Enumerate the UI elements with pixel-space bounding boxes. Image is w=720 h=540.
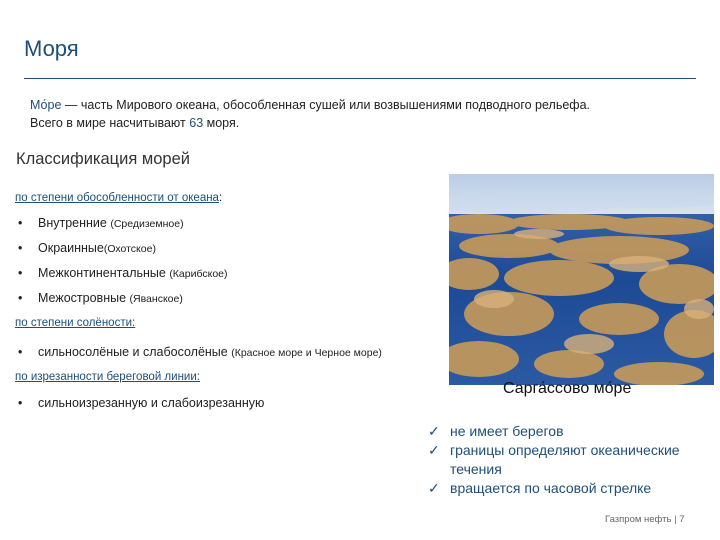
category-heading-text: по степени обособленности от океана: [15, 192, 219, 204]
list-item: [18, 216, 184, 230]
list-item-example: (Средиземное): [110, 218, 184, 230]
list-item-example: (Карибское): [169, 268, 228, 280]
intro-text: [30, 96, 690, 132]
bullet-icon: •: [18, 345, 23, 359]
sea-term: Мо́ре: [30, 98, 62, 112]
sea-definition: — часть Мирового океана, обособленная сушей или возвышениями подводного рельефа.: [61, 98, 591, 112]
category-heading-coastline: [15, 371, 200, 383]
list-item-example: (Охотское): [103, 243, 156, 255]
list-item-example: (Яванское): [129, 293, 183, 305]
photo-caption: Сарга́ссово мо́ре: [503, 380, 632, 397]
sargasso-sea-photo: [449, 174, 714, 385]
list-item-example: (Красное море и Черное море): [231, 347, 382, 359]
bullet-icon: •: [18, 216, 23, 230]
fact-text: границы определяют океанические течения: [450, 442, 680, 477]
bullet-icon: •: [18, 396, 23, 410]
list-item-label: Внутренние: [38, 216, 111, 230]
list-item-label: Межостровные: [38, 291, 130, 305]
category-heading-isolation: [15, 192, 222, 204]
classification-title: Классификация морей: [16, 150, 190, 168]
check-icon: ✓: [428, 442, 440, 458]
category-heading-text: по изрезанности береговой линии:: [15, 371, 200, 383]
count-line: [30, 114, 690, 132]
category-heading-suffix: :: [218, 192, 223, 204]
list-item-label: Межконтинентальные: [38, 266, 170, 280]
category-heading-text: по степени солёности:: [15, 317, 136, 329]
fact-item: [428, 422, 718, 441]
list-item: [18, 291, 183, 305]
list-item: [18, 241, 156, 255]
list-item-label: сильноизрезанную и слабоизрезанную: [38, 396, 265, 410]
title-divider: [24, 78, 696, 79]
count-suffix: моря.: [203, 116, 240, 130]
fact-item: [428, 441, 718, 479]
list-item: [18, 266, 228, 280]
check-icon: ✓: [428, 480, 440, 496]
list-item: [18, 345, 382, 359]
count-prefix: Всего в мире насчитывают: [30, 116, 190, 130]
sargasso-facts-list: [428, 422, 718, 498]
check-icon: ✓: [428, 423, 440, 439]
fact-item: [428, 479, 718, 498]
sea-count: 63: [189, 116, 204, 130]
definition-line: [30, 96, 690, 114]
list-item-label: Окраинные: [38, 241, 104, 255]
fact-text: вращается по часовой стрелке: [450, 480, 652, 496]
slide-footer: Газпром нефть | 7: [605, 514, 685, 525]
category-heading-salinity: [15, 317, 135, 329]
fact-text: не имеет берегов: [450, 423, 564, 439]
slide-title: Моря: [24, 36, 79, 61]
list-item-label: сильносолёные и слабосолёные: [38, 345, 232, 359]
bullet-icon: •: [18, 266, 23, 280]
bullet-icon: •: [18, 291, 23, 305]
bullet-icon: •: [18, 241, 23, 255]
list-item: [18, 396, 264, 410]
